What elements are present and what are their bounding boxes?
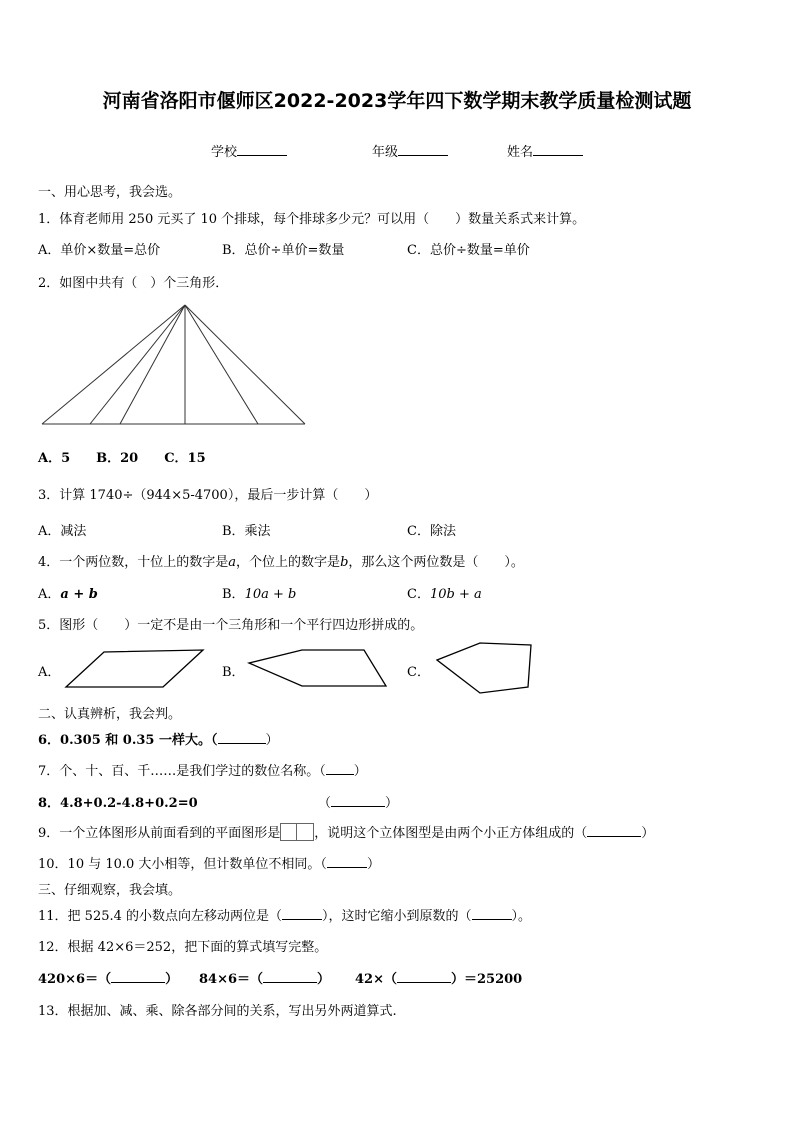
q8-close: ）	[385, 796, 399, 811]
q12-expr-2-close: ）	[317, 972, 331, 987]
q11-answer-blank-1[interactable]	[282, 907, 322, 920]
two-squares-icon	[280, 823, 314, 841]
q5-text: 5．图形（ ）一定不是由一个三角形和一个平行四边形拼成的。	[38, 618, 424, 633]
q5-shape-a-parallelogram	[66, 650, 203, 687]
q9-text-post: ，说明这个立体图型是由两个小正方体组成的（	[314, 826, 588, 841]
q6-text: 6．0.305 和 0.35 一样大。（	[38, 733, 218, 748]
section-1-heading: 一、用心思考，我会选。	[38, 185, 182, 200]
q4-option-a-label: A．	[38, 587, 61, 602]
page-title: 河南省洛阳市偃师区2022-2023学年四下数学期末教学质量检测试题	[102, 90, 692, 112]
q5-option-c-label[interactable]: C．	[407, 665, 430, 680]
q2-options[interactable]: A．5 B．20 C．15	[38, 451, 206, 466]
q4-option-c-expr: 10b + a	[429, 587, 482, 602]
q11-text-end: ）。	[511, 909, 532, 924]
q11-text-pre: 11．把 525.4 的小数点向左移动两位是（	[38, 909, 283, 924]
q3-option-c[interactable]: C．除法	[407, 524, 456, 539]
q11-text-mid: ），这时它缩小到原数的（	[322, 909, 472, 924]
q5-option-b-label[interactable]: B．	[222, 665, 245, 680]
q10	[38, 853, 380, 872]
q7	[38, 760, 367, 779]
q6-close: ）	[265, 733, 279, 748]
q12-expr-1-pre: 420×6＝（	[38, 972, 112, 987]
q4-option-c-label: C．	[407, 587, 430, 602]
q9-answer-blank[interactable]	[587, 824, 641, 837]
q3-text: 3．计算 1740÷（944×5-4700），最后一步计算（ ）	[38, 488, 378, 503]
q4-text-post: ，那么这个两位数是（ ）。	[348, 555, 524, 570]
q9-close: ）	[641, 826, 655, 841]
q10-close: ）	[366, 857, 380, 872]
q1-option-a[interactable]: A．单价×数量=总价	[38, 243, 161, 258]
q1-text: 1．体育老师用 250 元买了 10 个排球，每个排球多少元？可以用（ ）数量关系式来计算。	[38, 212, 586, 227]
section-3-heading: 三、仔细观察，我会填。	[38, 883, 182, 898]
q8-answer	[318, 792, 398, 811]
q6	[38, 729, 279, 748]
q12-answer-blank-2[interactable]	[263, 970, 317, 983]
q13-text: 13．根据加、减、乘、除各部分间的关系，写出另外两道算式.	[38, 1004, 397, 1019]
q9	[38, 822, 654, 841]
q3-option-a[interactable]: A．减法	[38, 524, 87, 539]
q8-open: （	[318, 796, 332, 811]
q4-option-b-label: B．	[222, 587, 245, 602]
q7-close: ）	[353, 764, 367, 779]
q4-option-a-expr: a + b	[60, 587, 98, 602]
q7-answer-blank[interactable]	[326, 762, 354, 775]
q5-shape-b-pentagon	[249, 650, 386, 686]
q11	[38, 905, 531, 924]
q5-shape-c-pentagon	[437, 643, 531, 693]
q11-answer-blank-2[interactable]	[472, 907, 512, 920]
q1-option-b[interactable]: B．总价÷单价=数量	[222, 243, 345, 258]
name-label: 姓名	[507, 145, 534, 160]
q12-answer-blank-3[interactable]	[397, 970, 451, 983]
q5-option-a-label[interactable]: A．	[38, 665, 61, 680]
q12-expr-2	[199, 968, 330, 987]
section-2-heading: 二、认真辨析，我会判。	[38, 707, 182, 722]
q4-text-mid: ，个位上的数字是	[236, 555, 341, 570]
q12-expr-3-pre: 42×（	[355, 972, 397, 987]
q1-option-c[interactable]: C．总价÷数量=单价	[407, 243, 530, 258]
q12-expr-1-close: ）	[165, 972, 179, 987]
q4-option-b-expr: 10a + b	[244, 587, 297, 602]
q4-var-b: b	[340, 555, 349, 570]
q10-answer-blank[interactable]	[327, 855, 367, 868]
q12-text: 12．根据 42×6＝252，把下面的算式填写完整。	[38, 940, 328, 955]
q12-expr-3-close: ）＝25200	[450, 972, 523, 987]
q2-text: 2．如图中共有（ ）个三角形．	[38, 276, 229, 291]
q12-answer-blank-1[interactable]	[111, 970, 165, 983]
grade-label: 年级	[372, 145, 399, 160]
q7-text: 7．个、十、百、千……是我们学过的数位名称。（	[38, 764, 326, 779]
q8-answer-blank[interactable]	[331, 794, 385, 807]
q10-text: 10．10 与 10.0 大小相等，但计数单位不相同。（	[38, 857, 327, 872]
school-label: 学校	[211, 145, 238, 160]
q6-answer-blank[interactable]	[218, 731, 266, 744]
q12-expr-2-pre: 84×6＝（	[199, 972, 264, 987]
q12-expr-3	[355, 968, 522, 987]
q12-expr-1	[38, 968, 178, 987]
q4-text-pre: 4．一个两位数，十位上的数字是	[38, 555, 229, 570]
q4-var-a: a	[228, 555, 237, 570]
q9-text-pre: 9．一个立体图形从前面看到的平面图形是	[38, 826, 281, 841]
q8-text: 8．4.8+0.2-4.8+0.2=0	[38, 796, 198, 811]
q3-option-b[interactable]: B．乘法	[222, 524, 271, 539]
